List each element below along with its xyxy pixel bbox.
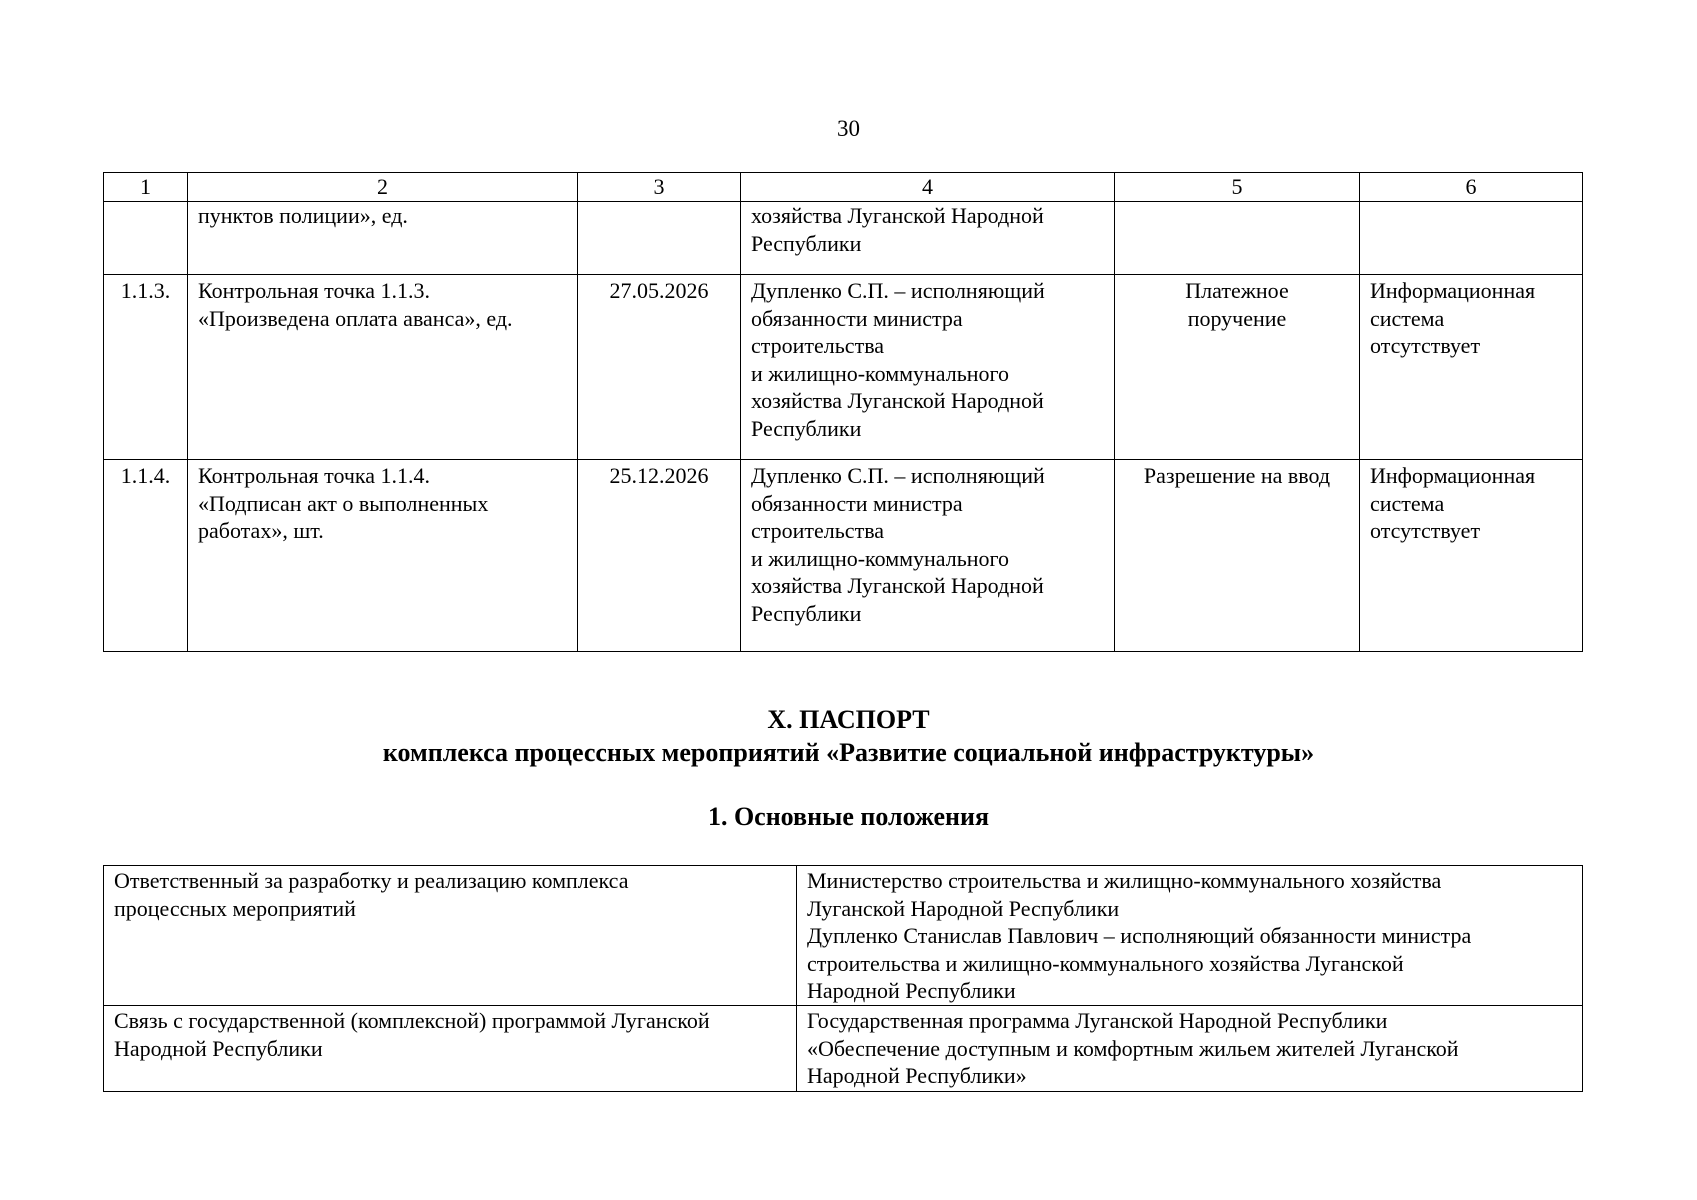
cell-line: Дупленко С.П. – исполняющий [751,278,1045,303]
column-number: 4 [741,173,1115,202]
cell-line: Государственная программа Луганской Народной Республики [807,1008,1388,1033]
responsible-cell [741,275,1115,460]
cell-line: Министерство строительства и жилищно-коммунального хозяйства [807,868,1442,893]
page-number: 30 [837,116,860,141]
info-system-cell [1360,202,1583,275]
label-cell [104,1006,797,1092]
cell-line: Республики [751,230,862,256]
cell-line: Народной Республики» [807,1063,1027,1088]
cell-line: Контрольная точка 1.1.4. [198,463,431,488]
cell-line: обязанности министра [751,305,963,331]
table-row [104,1006,1583,1092]
cell-line: и жилищно-коммунального [751,545,1010,571]
cell-line: и жилищно-коммунального [751,360,1010,386]
cell-line: строительства [751,333,885,358]
table-row [104,275,1583,460]
table-row [104,866,1583,1006]
responsible-cell [741,460,1115,652]
date-cell: 27.05.2026 [578,275,741,460]
row-number-cell: 1.1.3. [104,275,188,460]
section-title: X. ПАСПОРТ [767,705,930,734]
cell-line: «Обеспечение доступным и комфортным жильем жителей Луганской [807,1035,1459,1061]
value-cell [797,1006,1583,1092]
column-number: 5 [1115,173,1360,202]
name-cell [188,202,578,275]
date-cell [578,202,741,275]
basic-provisions-table [103,865,1583,1092]
cell-line: хозяйства Луганской Народной [751,388,1044,413]
cell-line: Платежное [1185,278,1289,303]
cell-line: Разрешение на ввод [1143,463,1331,488]
name-cell [188,275,578,460]
column-number: 6 [1360,173,1583,202]
cell-line: хозяйства Луганской Народной [751,573,1044,598]
cell-line: пунктов полиции», ед. [198,203,408,228]
column-number: 2 [188,173,578,202]
cell-line: Дупленко С.П. – исполняющий [751,463,1045,488]
cell-line: Народной Республики [807,978,1016,1003]
info-system-cell [1360,275,1583,460]
control-points-table [103,172,1583,652]
name-cell [188,460,578,652]
cell-line: хозяйства Луганской Народной [751,203,1044,228]
column-number: 1 [104,173,188,202]
cell-line: отсутствует [1370,518,1481,543]
info-system-cell [1360,460,1583,652]
label-cell [104,866,797,1006]
cell-line: Ответственный за разработку и реализацию комплекса [114,868,629,893]
document-cell [1115,275,1360,460]
cell-line: поручение [1187,305,1287,331]
document-cell [1115,460,1360,652]
cell-line: Информационная [1370,278,1536,303]
cell-line: Информационная [1370,463,1536,488]
cell-line: строительства [751,518,885,543]
cell-line: процессных мероприятий [114,895,356,921]
cell-line: Республики [751,415,862,441]
cell-line: Народной Республики [114,1035,323,1061]
table-row [104,460,1583,652]
row-number-cell [104,202,188,275]
cell-line: Республики [751,600,862,626]
cell-line: Контрольная точка 1.1.3. [198,278,431,303]
cell-line: работах», шт. [198,518,324,543]
cell-line: система [1370,490,1445,516]
responsible-cell [741,202,1115,275]
cell-line: строительства и жилищно-коммунального хозяйства Луганской [807,950,1404,976]
date-cell: 25.12.2026 [578,460,741,652]
section-subtitle: комплекса процессных мероприятий «Развитие социальной инфраструктуры» [382,738,1315,767]
cell-line: Луганской Народной Республики [807,895,1120,921]
cell-line: «Произведена оплата аванса», ед. [198,305,513,331]
cell-line: Связь с государственной (комплексной) программой Луганской [114,1008,710,1033]
cell-line: отсутствует [1370,333,1481,358]
cell-line: обязанности министра [751,490,963,516]
subsection-title: 1. Основные положения [707,802,990,831]
cell-line: «Подписан акт о выполненных [198,490,489,516]
cell-line: система [1370,305,1445,331]
column-number-row [104,173,1583,202]
cell-line: Дупленко Станислав Павлович – исполняющий обязанности министра [807,923,1472,948]
value-cell [797,866,1583,1006]
table-row [104,202,1583,275]
row-number-cell: 1.1.4. [104,460,188,652]
column-number: 3 [578,173,741,202]
document-cell [1115,202,1360,275]
